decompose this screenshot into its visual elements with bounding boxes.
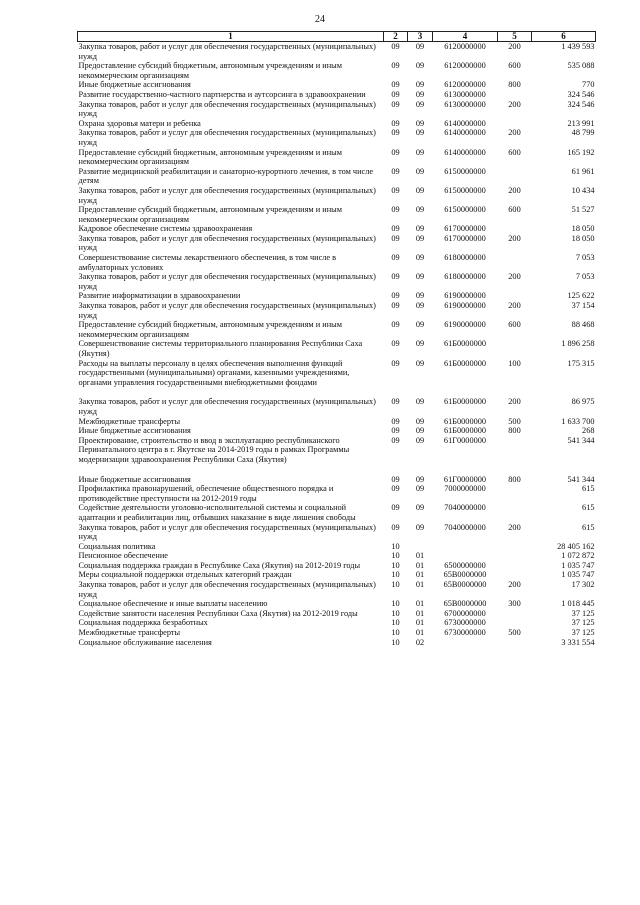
row-target-article: 7040000000 — [444, 522, 486, 532]
row-expense-type — [498, 119, 532, 129]
table-row — [78, 618, 596, 628]
row-name: Развитие медицинской реабилитации и санаторно-курортного лечения, в том числе детям — [78, 166, 374, 186]
row-section: 09 — [391, 118, 400, 128]
row-target-article: 61Б0000000 — [443, 339, 487, 349]
row-amount: 165 192 — [567, 147, 595, 157]
row-target-article: 61Б0000000 — [443, 397, 487, 407]
row-amount: 324 546 — [567, 99, 595, 109]
row-section: 10 — [391, 608, 400, 618]
row-amount: 770 — [582, 80, 595, 90]
row-amount: 7 053 — [575, 253, 595, 263]
row-section: 10 — [391, 570, 400, 580]
row-section: 09 — [391, 42, 400, 51]
table-row — [78, 339, 596, 358]
row-amount: 48 799 — [571, 128, 595, 138]
row-subsection: 09 — [415, 128, 425, 138]
row-expense-type — [498, 167, 532, 186]
row-subsection: 09 — [415, 301, 425, 311]
table-row — [78, 42, 596, 62]
row-name: Социальная политика — [78, 541, 156, 551]
row-section: 09 — [391, 426, 400, 436]
table-row — [78, 61, 596, 80]
table-row — [78, 599, 596, 609]
row-section: 10 — [391, 541, 400, 551]
row-section: 09 — [391, 128, 400, 138]
table-header-row — [78, 32, 596, 42]
row-section: 09 — [391, 80, 400, 90]
row-subsection: 01 — [415, 560, 425, 570]
table-row — [78, 128, 596, 147]
row-expense-type — [498, 570, 532, 580]
row-subsection: 09 — [415, 99, 425, 109]
row-subsection: 09 — [415, 474, 425, 484]
row-expense-type: 200 — [508, 301, 521, 311]
table-row — [78, 100, 596, 119]
row-expense-type: 800 — [508, 426, 521, 436]
row-section: 09 — [391, 272, 400, 282]
row-section: 10 — [391, 580, 400, 590]
row-target-article: 6120000000 — [444, 61, 486, 71]
table-row — [78, 580, 596, 599]
row-name: Социальное обслуживание населения — [78, 637, 212, 647]
row-target-article: 7040000000 — [444, 503, 486, 513]
row-name: Закупка товаров, работ и услуг для обеспечения государственных (муниципальных) нужд — [78, 580, 376, 599]
row-expense-type — [498, 503, 532, 522]
row-name: Профилактика правонарушений, обеспечение общественного порядка и противодействие преступности на 2012-2019 годы — [78, 484, 334, 503]
row-amount: 86 975 — [571, 397, 595, 407]
row-section: 09 — [391, 166, 400, 176]
row-subsection: 09 — [415, 205, 425, 215]
header-col-5: 5 — [498, 32, 532, 42]
row-target-article: 6140000000 — [444, 118, 486, 128]
row-name: Социальная поддержка граждан в Республике Саха (Якутия) на 2012-2019 годы — [78, 560, 361, 570]
header-col-3: 3 — [408, 32, 433, 42]
row-expense-type: 200 — [508, 580, 521, 590]
row-section: 10 — [391, 599, 400, 609]
row-subsection: 01 — [415, 599, 425, 609]
row-section: 09 — [391, 147, 400, 157]
row-section: 09 — [391, 253, 400, 263]
row-expense-type: 600 — [508, 147, 521, 157]
row-name: Меры социальной поддержки отдельных категорий граждан — [78, 570, 292, 580]
table-row — [78, 570, 596, 580]
row-name: Предоставление субсидий бюджетным, автономным учреждениям и иным некоммерческим организациям — [78, 147, 342, 167]
row-expense-type — [498, 609, 532, 619]
table-row — [78, 148, 596, 167]
table-row — [78, 628, 596, 638]
row-section: 09 — [391, 89, 400, 99]
table-row — [78, 417, 596, 427]
row-amount: 615 — [582, 484, 595, 494]
row-name: Закупка товаров, работ и услуг для обеспечения государственных (муниципальных) нужд — [78, 301, 376, 320]
row-name: Проектирование, строительство и ввод в эксплуатацию республиканского Перинатального центра в г. Якутске на 2014-2019 годы в рамках Программы модернизации здравоохранения Республики Саха (Якутия) — [78, 435, 350, 464]
row-amount: 324 546 — [567, 89, 595, 99]
row-target-article: 6120000000 — [444, 42, 486, 51]
row-expense-type: 200 — [508, 99, 521, 109]
row-subsection: 09 — [415, 42, 425, 51]
row-target-article: 6190000000 — [444, 320, 486, 330]
row-target-article: 6140000000 — [444, 128, 486, 138]
table-row — [78, 436, 596, 475]
row-name: Межбюджетные трансферты — [78, 628, 181, 638]
row-target-article: 6700000000 — [444, 608, 486, 618]
row-name: Закупка товаров, работ и услуг для обеспечения государственных (муниципальных) нужд — [78, 128, 376, 147]
row-target-article: 7000000000 — [444, 484, 486, 494]
row-name: Закупка товаров, работ и услуг для обеспечения государственных (муниципальных) нужд — [78, 185, 376, 205]
row-name: Закупка товаров, работ и услуг для обеспечения государственных (муниципальных) нужд — [78, 42, 376, 61]
row-amount: 17 302 — [571, 580, 595, 590]
row-expense-type — [498, 436, 532, 475]
row-amount: 213 991 — [567, 118, 595, 128]
row-section: 09 — [391, 503, 400, 513]
row-expense-type — [498, 339, 532, 358]
row-target-article: 61Г0000000 — [443, 474, 487, 484]
row-subsection: 09 — [415, 118, 425, 128]
row-section: 09 — [391, 291, 400, 301]
row-amount: 88 468 — [571, 320, 595, 330]
header-col-6: 6 — [532, 32, 596, 42]
row-subsection: 09 — [415, 147, 425, 157]
row-amount: 268 — [582, 426, 595, 436]
row-expense-type: 200 — [508, 522, 521, 532]
row-amount: 1 035 747 — [561, 560, 595, 570]
table-row — [78, 301, 596, 320]
row-amount: 37 125 — [571, 618, 595, 628]
row-name: Закупка товаров, работ и услуг для обеспечения государственных (муниципальных) нужд — [78, 272, 376, 291]
page-number: 24 — [315, 14, 325, 25]
row-name: Иные бюджетные ассигнования — [78, 80, 191, 90]
row-expense-type: 200 — [508, 397, 521, 407]
row-subsection: 09 — [415, 397, 425, 407]
row-subsection: 09 — [415, 435, 425, 445]
row-target-article: 61Б0000000 — [443, 426, 487, 436]
row-amount: 535 088 — [567, 61, 595, 71]
row-name: Кадровое обеспечение системы здравоохранения — [78, 224, 253, 234]
row-name: Содействие занятости населения Республики Саха (Якутия) на 2012-2019 годы — [78, 608, 358, 618]
row-subsection: 02 — [415, 637, 425, 647]
row-target-article: 6140000000 — [444, 147, 486, 157]
row-name: Иные бюджетные ассигнования — [78, 426, 191, 436]
table-row — [78, 186, 596, 205]
row-subsection: 09 — [415, 426, 425, 436]
table-row — [78, 561, 596, 571]
row-section: 09 — [391, 301, 400, 311]
row-section: 09 — [391, 205, 400, 215]
row-name: Межбюджетные трансферты — [78, 416, 181, 426]
row-name: Закупка товаров, работ и услуг для обеспечения государственных (муниципальных) нужд — [78, 233, 376, 253]
row-expense-type — [498, 561, 532, 571]
row-section: 09 — [391, 435, 400, 445]
row-subsection: 01 — [415, 570, 425, 580]
table-row — [78, 475, 596, 485]
row-amount: 3 331 554 — [561, 637, 595, 647]
row-subsection: 09 — [415, 185, 425, 195]
table-row — [78, 551, 596, 561]
header-col-4: 4 — [433, 32, 498, 42]
row-name: Социальное обеспечение и иные выплаты населению — [78, 599, 268, 609]
row-amount: 175 315 — [567, 358, 595, 368]
row-section: 09 — [391, 397, 400, 407]
row-amount: 541 344 — [567, 474, 595, 484]
row-name: Предоставление субсидий бюджетным, автономным учреждениям и иным некоммерческим организациям — [78, 61, 342, 80]
row-expense-type: 600 — [508, 61, 521, 71]
row-section: 10 — [391, 551, 400, 561]
row-target-article: 6180000000 — [444, 272, 486, 282]
row-amount: 615 — [582, 522, 595, 532]
row-target-article: 6150000000 — [444, 166, 486, 176]
row-name: Совершенствование системы территориального планирования Республики Саха (Якутия) — [78, 339, 363, 358]
row-name: Расходы на выплаты персоналу в целях обеспечения выполнения функций государственными (муниципальными) органами, казенными учреждениями, органами управления государственными внебюджетными фондами — [78, 358, 350, 387]
table-row — [78, 523, 596, 542]
row-subsection: 09 — [415, 224, 425, 234]
row-section: 09 — [391, 522, 400, 532]
row-subsection: 09 — [415, 166, 425, 176]
row-name: Содействие деятельности уголовно-исполнительной системы и социальной адаптации и реабилитации лиц, отбывших наказание в виде лишения свободы — [78, 503, 356, 522]
row-section: 09 — [391, 320, 400, 330]
row-expense-type: 200 — [508, 272, 521, 282]
row-section: 10 — [391, 618, 400, 628]
row-section: 10 — [391, 628, 400, 638]
row-subsection: 09 — [415, 503, 425, 513]
table-row — [78, 167, 596, 186]
row-section: 09 — [391, 224, 400, 234]
row-name: Охрана здоровья матери и ребенка — [78, 118, 201, 128]
table-row — [78, 253, 596, 272]
row-target-article: 6130000000 — [444, 99, 486, 109]
row-expense-type: 600 — [508, 205, 521, 215]
row-section: 09 — [391, 339, 400, 349]
row-expense-type: 600 — [508, 320, 521, 330]
row-section: 09 — [391, 484, 400, 494]
table-row — [78, 320, 596, 339]
table-row — [78, 359, 596, 398]
row-target-article: 6170000000 — [444, 233, 486, 243]
row-target-article — [433, 542, 498, 552]
row-target-article: 6190000000 — [444, 301, 486, 311]
row-expense-type — [498, 484, 532, 503]
row-amount: 125 622 — [567, 291, 595, 301]
row-amount: 61 961 — [571, 166, 595, 176]
row-name: Развитие информатизации в здравоохранении — [78, 291, 241, 301]
table-row — [78, 90, 596, 100]
row-amount: 10 434 — [571, 185, 595, 195]
row-subsection: 01 — [415, 628, 425, 638]
table-row — [78, 426, 596, 436]
row-name: Пенсионное обеспечение — [78, 551, 168, 561]
row-name: Закупка товаров, работ и услуг для обеспечения государственных (муниципальных) нужд — [78, 397, 376, 416]
row-amount: 18 050 — [571, 233, 595, 243]
row-amount: 37 154 — [571, 301, 595, 311]
row-target-article: 6180000000 — [444, 253, 486, 263]
row-amount: 7 053 — [575, 272, 595, 282]
table-row — [78, 205, 596, 224]
row-subsection: 09 — [415, 358, 425, 368]
table-row — [78, 609, 596, 619]
row-expense-type — [498, 224, 532, 234]
row-subsection: 09 — [415, 291, 425, 301]
row-amount: 1 896 258 — [561, 339, 595, 349]
row-section: 10 — [391, 637, 400, 647]
row-subsection: 09 — [415, 89, 425, 99]
table-row — [78, 397, 596, 416]
row-subsection: 09 — [415, 253, 425, 263]
table-row — [78, 272, 596, 291]
row-name: Совершенствование системы лекарственного обеспечения, в том числе в амбулаторных условиях — [78, 253, 337, 272]
row-target-article: 65В0000000 — [443, 599, 487, 609]
row-expense-type: 200 — [508, 185, 521, 195]
row-amount: 1 018 445 — [561, 599, 595, 609]
row-target-article: 6150000000 — [444, 185, 486, 195]
row-subsection: 09 — [415, 233, 425, 243]
row-target-article — [433, 551, 498, 561]
row-subsection: 09 — [415, 320, 425, 330]
row-section: 09 — [391, 61, 400, 71]
row-subsection: 09 — [415, 522, 425, 532]
row-expense-type: 800 — [508, 80, 521, 90]
row-expense-type: 200 — [508, 128, 521, 138]
row-subsection: 09 — [415, 272, 425, 282]
table-row — [78, 80, 596, 90]
row-section: 09 — [391, 99, 400, 109]
row-target-article: 6190000000 — [444, 291, 486, 301]
row-section: 09 — [391, 358, 400, 368]
row-target-article: 65В0000000 — [443, 570, 487, 580]
row-expense-type: 200 — [508, 42, 521, 51]
row-amount: 37 125 — [571, 628, 595, 638]
table-row — [78, 638, 596, 648]
row-name: Социальная поддержка безработных — [78, 618, 208, 628]
row-target-article: 6150000000 — [444, 205, 486, 215]
table-row — [78, 503, 596, 522]
row-subsection: 01 — [415, 580, 425, 590]
row-target-article: 6120000000 — [444, 80, 486, 90]
row-name: Предоставление субсидий бюджетным, автономным учреждениям и иным некоммерческим организациям — [78, 320, 342, 339]
row-target-article: 61Г0000000 — [443, 435, 487, 445]
row-subsection: 09 — [415, 339, 425, 349]
row-subsection: 09 — [415, 61, 425, 71]
row-expense-type — [498, 638, 532, 648]
row-subsection: 09 — [415, 416, 425, 426]
row-section: 10 — [391, 560, 400, 570]
row-target-article: 6730000000 — [444, 628, 486, 638]
row-amount: 18 050 — [571, 224, 595, 234]
row-expense-type — [498, 90, 532, 100]
row-amount: 1 072 872 — [561, 551, 595, 561]
table-row — [78, 224, 596, 234]
row-subsection: 01 — [415, 551, 425, 561]
row-expense-type: 500 — [508, 628, 521, 638]
row-name: Иные бюджетные ассигнования — [78, 474, 191, 484]
row-amount: 1 439 593 — [561, 42, 595, 51]
table-row — [78, 542, 596, 552]
row-name: Предоставление субсидий бюджетным, автономным учреждениям и иным некоммерческим организациям — [78, 205, 342, 224]
row-amount: 1 035 747 — [561, 570, 595, 580]
row-expense-type — [498, 551, 532, 561]
header-col-2: 2 — [384, 32, 408, 42]
row-target-article — [433, 638, 498, 648]
row-subsection: 01 — [415, 618, 425, 628]
row-expense-type: 800 — [508, 474, 521, 484]
row-target-article: 6730000000 — [444, 618, 486, 628]
row-amount: 541 344 — [567, 435, 595, 445]
row-target-article: 6500000000 — [444, 560, 486, 570]
row-subsection: 01 — [415, 608, 425, 618]
row-amount: 1 633 700 — [561, 416, 595, 426]
row-expense-type — [498, 291, 532, 301]
row-subsection: 09 — [415, 484, 425, 494]
row-expense-type: 500 — [508, 416, 521, 426]
row-target-article: 61Б0000000 — [443, 358, 487, 368]
row-expense-type: 200 — [508, 233, 521, 243]
table-body — [78, 42, 596, 648]
row-target-article: 6170000000 — [444, 224, 486, 234]
row-expense-type — [498, 618, 532, 628]
table-row — [78, 291, 596, 301]
row-name: Закупка товаров, работ и услуг для обеспечения государственных (муниципальных) нужд — [78, 522, 376, 542]
row-subsection: 09 — [415, 80, 425, 90]
row-target-article: 6130000000 — [444, 89, 486, 99]
row-amount: 615 — [582, 503, 595, 513]
row-amount: 37 125 — [571, 608, 595, 618]
row-amount: 28 405 162 — [557, 541, 595, 551]
table-row — [78, 484, 596, 503]
header-col-1: 1 — [78, 32, 384, 42]
row-subsection — [408, 542, 433, 552]
row-amount: 51 527 — [571, 205, 595, 215]
row-target-article: 61Б0000000 — [443, 416, 487, 426]
row-expense-type: 100 — [508, 358, 521, 368]
row-name: Закупка товаров, работ и услуг для обеспечения государственных (муниципальных) нужд — [78, 99, 376, 119]
row-expense-type: 300 — [508, 599, 521, 609]
row-target-article: 65В0000000 — [443, 580, 487, 590]
row-section: 09 — [391, 416, 400, 426]
row-expense-type — [498, 253, 532, 272]
row-expense-type — [498, 542, 532, 552]
row-section: 09 — [391, 233, 400, 243]
row-name: Развитие государственно-частного партнерства и аутсорсинга в здравоохранении — [78, 89, 366, 99]
row-section: 09 — [391, 185, 400, 195]
table-row — [78, 119, 596, 129]
row-section: 09 — [391, 474, 400, 484]
table-row — [78, 234, 596, 253]
budget-table — [77, 31, 596, 647]
